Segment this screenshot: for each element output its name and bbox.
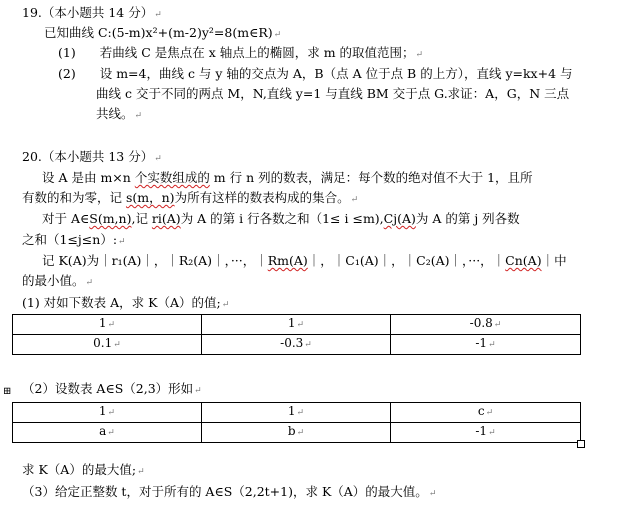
q20-part3: （3）给定正整数 t，对于所有的 A∈S（2,2t+1)，求 K（A）的最大值。↵	[22, 484, 437, 499]
table-cell: 1↵	[202, 315, 391, 335]
table-cell: -1↵	[391, 423, 581, 443]
q20-part1: (1) 对如下数表 A，求 K（A）的值;↵	[22, 295, 230, 310]
table-cell: 1↵	[13, 403, 202, 423]
q19-stem: 已知曲线 C:(5-m)x²+(m-2)y²=8(m∈R)↵	[44, 25, 282, 40]
table-cell: -1↵	[391, 335, 581, 355]
q20-line5: 记 K(A)为｜r₁(A)｜，｜R₂(A)｜，···，｜Rm(A)｜，｜C₁(A)｜，｜C₂(A)｜，···，｜Cn(A)｜中	[42, 253, 567, 268]
table-cell: c↵	[391, 403, 581, 423]
q20-heading: 20.（本小题共 13 分）↵	[22, 149, 162, 164]
q20-line6: 的最小值。↵	[22, 273, 94, 288]
table-cell: b↵	[202, 423, 391, 443]
table-cell: -0.8↵	[391, 315, 581, 335]
q19-part2-line1: (2) 设 m=4，曲线 c 与 y 轴的交点为 A，B（点 A 位于点 B 的上方），直线 y=kx+4 与	[58, 66, 573, 81]
table-cell: 0.1↵	[13, 335, 202, 355]
table-row	[13, 335, 581, 355]
q20-part2: （2）设数表 A∈S（2,3）形如↵	[22, 381, 202, 396]
table-cell: 1↵	[13, 315, 202, 335]
table-cell: 1↵	[202, 403, 391, 423]
table-a	[12, 314, 581, 355]
q19-part1: (1) 若曲线 C 是焦点在 x 轴点上的椭圆，求 m 的取值范围；↵	[58, 45, 424, 60]
q20-line2: 有数的和为零，记 s(m，n)为所有这样的数表构成的集合。↵	[22, 190, 359, 205]
q20-part2-ask: 求 K（A）的最大值;↵	[22, 462, 145, 477]
q19-part2-line2: 曲线 c 交于不同的两点 M，N,直线 y=1 与直线 BM 交于点 G.求证：A，G，N 三点	[96, 86, 570, 101]
q19-part2-line3: 共线。↵	[96, 106, 143, 121]
table-row	[13, 403, 581, 423]
q19-heading: 19.（本小题共 14 分）↵	[22, 5, 162, 20]
q20-line4: 之和（1≤j≤n）:↵	[22, 232, 126, 247]
table-cell: a↵	[13, 423, 202, 443]
q20-line1: 设 A 是由 m×n 个实数组成的 m 行 n 列的数表，满足：每个数的绝对值不大于 1，且所	[42, 170, 533, 185]
table-anchor-icon[interactable]: ⊞	[3, 386, 12, 397]
q20-line3: 对于 A∈S(m,n),记 ri(A)为 A 的第 i 行各数之和（1≤ i ≤m),Cj(A)为 A 的第 j 列各数	[42, 211, 520, 226]
table-row	[13, 315, 581, 335]
table-row	[13, 423, 581, 443]
table-resize-handle[interactable]	[577, 440, 585, 448]
table-cell: -0.3↵	[202, 335, 391, 355]
table-a-form	[12, 402, 581, 443]
